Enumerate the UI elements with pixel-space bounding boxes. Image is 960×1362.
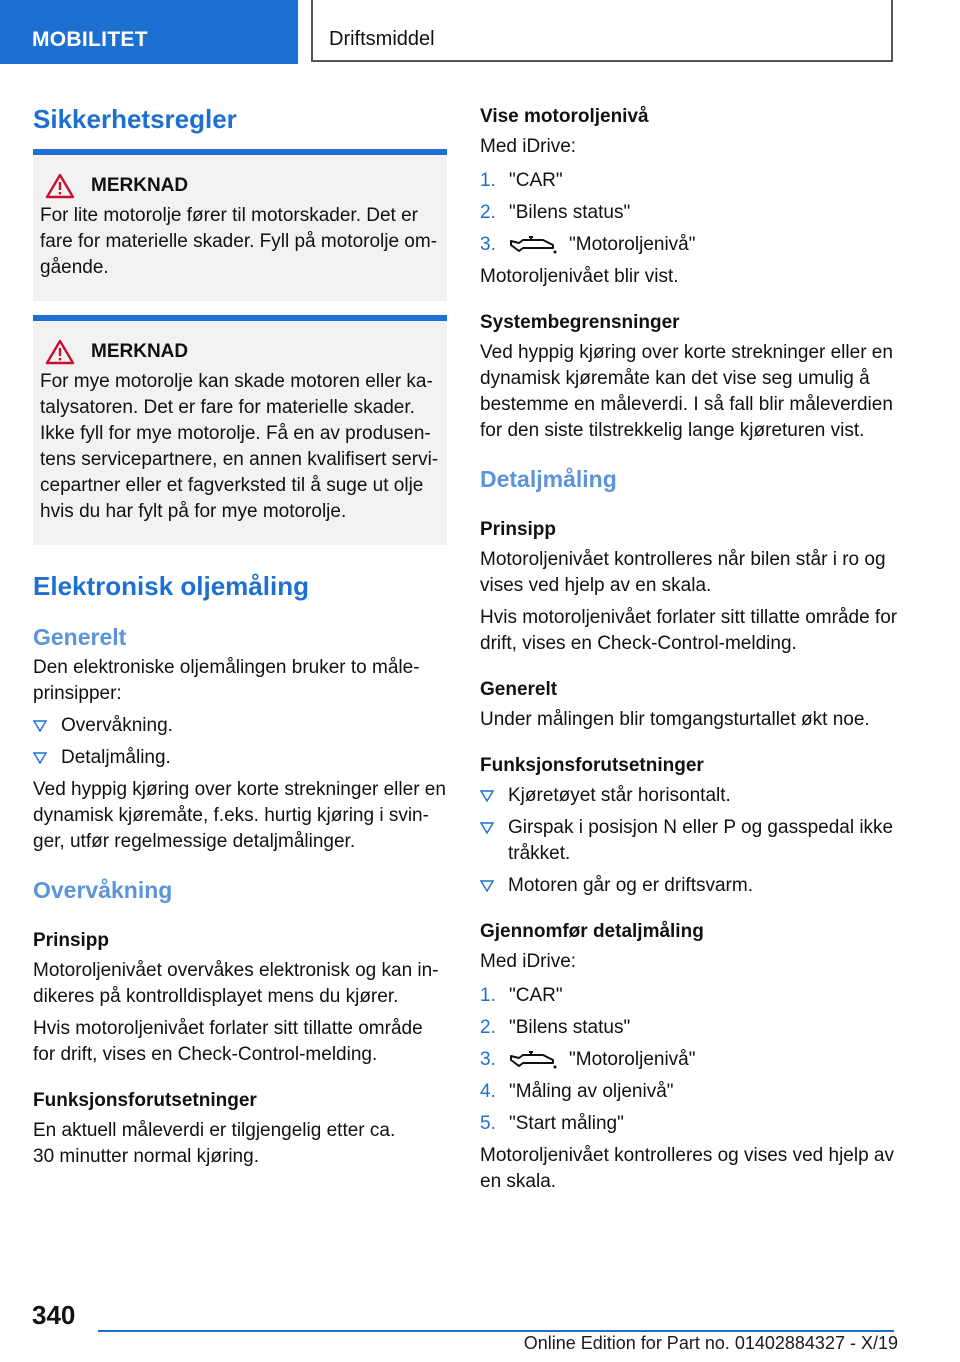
show-steps [480,168,898,258]
principle-text: Hvis motoroljenivået forlater sitt tillatte område for drift, vises en Check-Control-melding. [480,607,898,654]
principle-text: Motoroljenivået overvåkes elektronisk og kan in-dikeres på kontrolldisplayet mens du kjører. [33,960,439,1007]
list-item: 5. "Start måling" [480,1113,624,1134]
notice-text: For lite motorolje fører til motorskader. Det er fare for materielle skader. Fyll på motorolje om-gående. [40,205,438,278]
notice-box [33,315,447,545]
list-item: Kjøretøyet står horisontalt. [480,783,898,809]
list-item: Girspak i posisjon N eller P og gasspedal ikke tråkket. [480,815,898,867]
safety-title: Sikkerhetsregler [33,104,237,134]
perform-intro: Med iDrive: [480,951,577,972]
general-text: Den elektroniske oljemålingen bruker to måle-prinsipper: [33,657,420,704]
perform-title: Gjennomfør detaljmåling [480,921,704,942]
triangle-bullet-icon [480,790,494,802]
func-title: Funksjonsforutsetninger [33,1090,257,1111]
show-intro: Med iDrive: [480,136,577,157]
oil-can-icon [509,1050,557,1070]
warning-icon [45,339,75,365]
func-list [480,783,898,899]
section-tab [0,0,298,64]
general-title: Generelt [480,679,558,700]
list-item: 2. "Bilens status" [480,202,631,223]
list-item: 1. "CAR" [480,985,563,1006]
triangle-bullet-icon [480,880,494,892]
list-item: Detaljmåling. [33,745,447,771]
notice-text: For mye motorolje kan skade motoren eller ka-talysatoren. Det er fare for materielle skader. Ikke fyll for mye motorolje. Få en av produsen-tens servicepartnere, en annen kvalifisert servi-cepartner eller et fagverksted til å suge ut olje hvis du har fylt på for mye motorolje. [40,371,439,522]
list-item: 4. "Måling av oljenivå" [480,1081,674,1102]
list-item: 3. "Motoroljenivå" [480,1049,696,1070]
triangle-bullet-icon [33,752,47,764]
list-item: Motoren går og er driftsvarm. [480,873,898,899]
page-number: 340 [32,1300,76,1330]
show-result: Motoroljenivået blir vist. [480,266,679,287]
list-item: 3. "Motoroljenivå" [480,234,696,255]
principle-title: Prinsipp [480,519,557,540]
func-text: En aktuell måleverdi er tilgjengelig etter ca. 30 minutter normal kjøring. [33,1120,396,1167]
chapter-box [311,0,893,62]
general-title: Generelt [33,624,127,650]
warning-icon [45,173,75,199]
principle-title: Prinsipp [33,930,110,951]
detail-title: Detaljmåling [480,466,617,492]
principle-text: Hvis motoroljenivået forlater sitt tillatte område for drift, vises en Check-Control-melding. [33,1018,423,1065]
section-label: MOBILITET [32,28,148,51]
triangle-bullet-icon [33,720,47,732]
notice-title: MERKNAD [91,175,189,196]
general-text: Under målingen blir tomgangsturtallet økt noe. [480,709,870,730]
notice-box [33,149,447,301]
func-title: Funksjonsforutsetninger [480,755,704,776]
electronic-title: Elektronisk oljemåling [33,571,309,601]
oil-can-icon [509,235,557,255]
chapter-label: Driftsmiddel [329,28,435,50]
triangle-bullet-icon [480,822,494,834]
left-column [33,100,447,1170]
principle-list [33,713,447,771]
edition-text: Online Edition for Part no. 01402884327 - X/19 [523,1333,898,1353]
monitoring-title: Overvåkning [33,877,173,903]
show-title: Vise motoroljenivå [480,106,649,127]
list-item: Overvåkning. [33,713,447,739]
perform-steps [480,983,898,1137]
list-item: 1. "CAR" [480,170,563,191]
right-column [480,100,898,1195]
limits-text: Ved hyppig kjøring over korte strekninger eller en dynamisk kjøremåte kan det vise seg umulig å bestemme en måleverdi. I så fall blir måleverdien for den siste tilstrekkelig lange kjøreturen vist. [480,342,893,441]
limits-title: Systembegrensninger [480,312,680,333]
perform-result: Motoroljenivået kontrolleres og vises ved hjelp av en skala. [480,1145,894,1192]
notice-title: MERKNAD [91,341,189,362]
principle-text: Motoroljenivået kontrolleres når bilen står i ro og vises ved hjelp av en skala. [480,549,886,596]
list-item: 2. "Bilens status" [480,1017,631,1038]
footer-divider [98,1330,894,1332]
general-text-2: Ved hyppig kjøring over korte strekninger eller en dynamisk kjøremåte, f.eks. hurtig kjøring i svin-ger, utfør regelmessige detaljmålinger. [33,779,446,852]
